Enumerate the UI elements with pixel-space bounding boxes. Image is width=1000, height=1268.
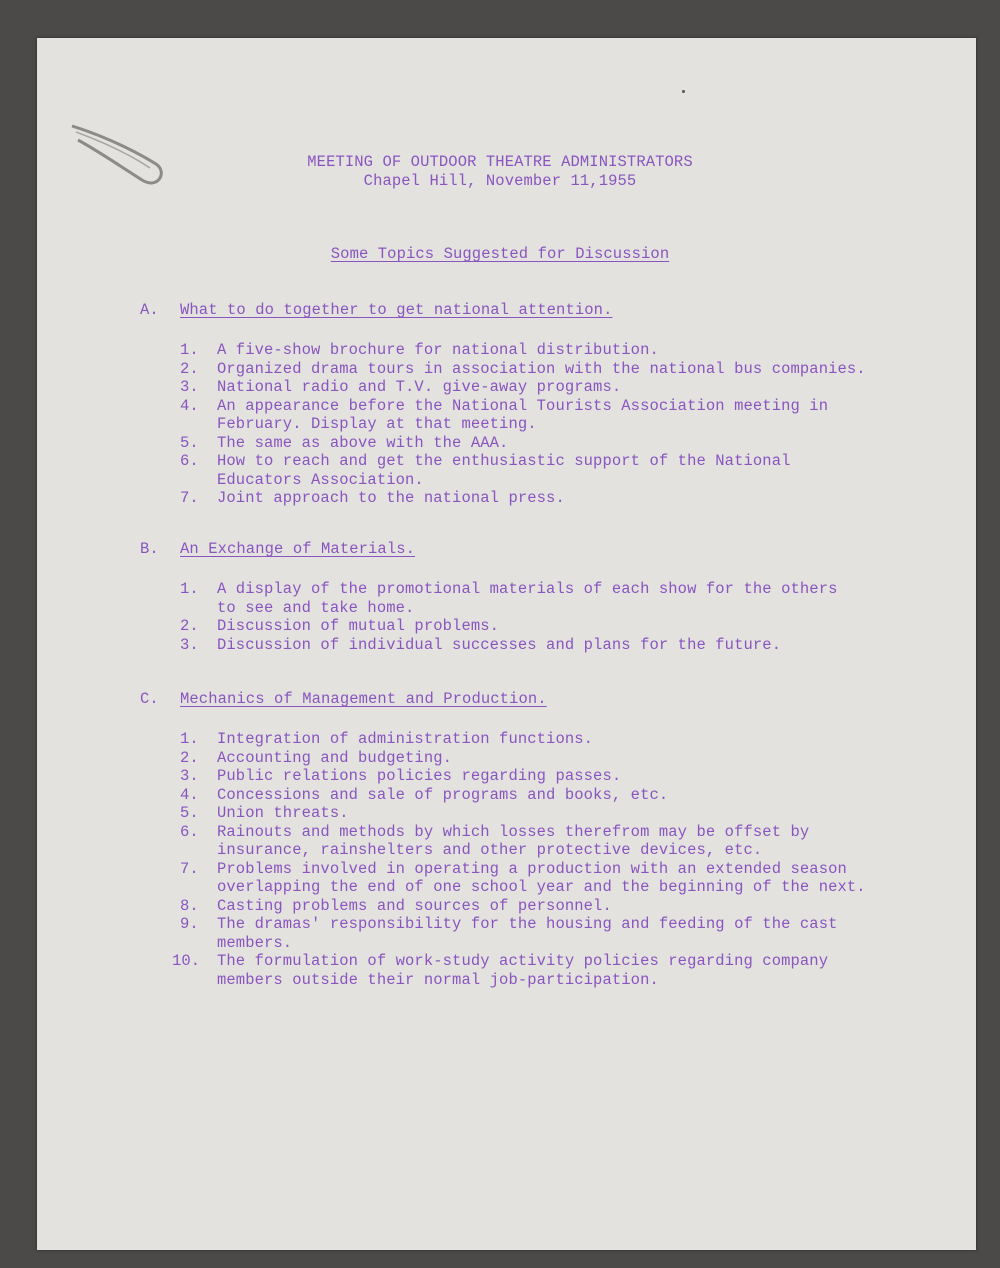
item-text-line: The dramas' responsibility for the housing and feeding of the cast bbox=[217, 915, 838, 933]
item-text-line: to see and take home. bbox=[217, 598, 415, 617]
item-text-line: An appearance before the National Tourists Association meeting in bbox=[217, 396, 829, 415]
item-text-line: overlapping the end of one school year and the beginning of the next. bbox=[217, 878, 866, 896]
item-text-line: Rainouts and methods by which losses therefrom may be offset by bbox=[217, 822, 810, 841]
item-text-line: Union threats. bbox=[217, 804, 349, 822]
item-text-line: Concessions and sale of programs and books, etc. bbox=[217, 785, 669, 804]
item-text-line: Integration of administration functions. bbox=[217, 730, 594, 748]
item-number: 8. bbox=[180, 896, 199, 915]
item-number: 3. bbox=[180, 635, 199, 654]
item-text-line: insurance, rainshelters and other protective devices, etc. bbox=[217, 841, 763, 859]
item-text-line: February. Display at that meeting. bbox=[217, 415, 537, 433]
item-number: 7. bbox=[180, 859, 199, 878]
document-subtitle bbox=[0, 245, 1000, 264]
section-letter: A. bbox=[140, 301, 159, 319]
item-number: 2. bbox=[180, 359, 199, 378]
paper-speck bbox=[682, 90, 685, 93]
item-number: 1. bbox=[180, 730, 199, 748]
item-text-line: The same as above with the AAA. bbox=[217, 433, 509, 452]
item-number: 4. bbox=[180, 785, 199, 804]
item-number: 6. bbox=[180, 452, 199, 470]
item-text-line: Accounting and budgeting. bbox=[217, 748, 453, 767]
item-number: 3. bbox=[180, 767, 199, 785]
item-text-line: members outside their normal job-participation. bbox=[217, 970, 659, 989]
section-letter: B. bbox=[140, 540, 159, 558]
item-number: 6. bbox=[180, 822, 199, 841]
item-text-line: Public relations policies regarding passes. bbox=[217, 767, 622, 785]
item-text-line: Educators Association. bbox=[217, 470, 424, 489]
item-text-line: Joint approach to the national press. bbox=[217, 489, 565, 507]
item-number: 10. bbox=[172, 952, 201, 970]
section-letter: C. bbox=[140, 690, 159, 708]
item-text-line: How to reach and get the enthusiastic support of the National bbox=[217, 452, 791, 470]
item-number: 5. bbox=[180, 804, 199, 822]
item-text-line: The formulation of work-study activity policies regarding company bbox=[217, 952, 829, 970]
item-number: 1. bbox=[180, 341, 199, 359]
document-date-line: Chapel Hill, November 11,1955 bbox=[363, 172, 637, 190]
item-text-line: National radio and T.V. give-away programs. bbox=[217, 378, 622, 396]
item-text-line: Discussion of mutual problems. bbox=[217, 617, 500, 635]
item-text-line: A display of the promotional materials of each show for the others bbox=[217, 580, 838, 598]
item-number: 7. bbox=[180, 489, 199, 507]
item-number: 5. bbox=[180, 433, 199, 452]
item-text-line: A five-show brochure for national distribution. bbox=[217, 341, 659, 359]
item-number: 3. bbox=[180, 378, 199, 396]
item-number: 4. bbox=[180, 396, 199, 415]
item-text-line: Organized drama tours in association with the national bus companies. bbox=[217, 359, 866, 378]
section-heading: Mechanics of Management and Production. bbox=[180, 690, 547, 708]
section-heading: An Exchange of Materials. bbox=[180, 540, 416, 558]
item-number: 1. bbox=[180, 580, 199, 598]
item-number: 2. bbox=[180, 748, 199, 767]
item-text-line: Casting problems and sources of personnel. bbox=[217, 896, 612, 915]
item-text-line: Problems involved in operating a production with an extended season bbox=[217, 859, 847, 878]
document-title: MEETING OF OUTDOOR THEATRE ADMINISTRATORS bbox=[307, 153, 693, 171]
subtitle-text: Some Topics Suggested for Discussion bbox=[330, 245, 670, 263]
item-text-line: members. bbox=[217, 933, 293, 952]
item-text-line: Discussion of individual successes and plans for the future. bbox=[217, 635, 782, 654]
item-number: 9. bbox=[180, 915, 199, 933]
item-number: 2. bbox=[180, 617, 199, 635]
section-heading: What to do together to get national attention. bbox=[180, 301, 613, 319]
